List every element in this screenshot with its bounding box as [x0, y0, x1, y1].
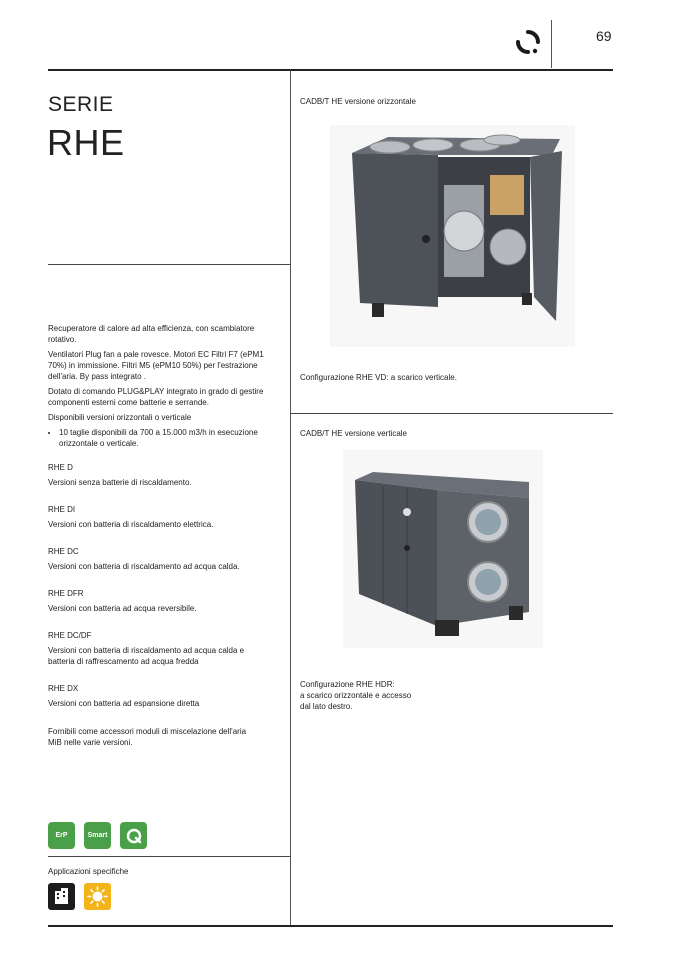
intro-text [48, 323, 266, 449]
header-divider [551, 20, 552, 68]
intro-paragraph: Dotato di comando PLUG&PLAY integrato in grado di gestire componenti esterni come batterie e serrande. [48, 387, 264, 407]
variant-code: RHE DFR [48, 589, 84, 598]
accessories-text: Fornibili come accessori moduli di miscelazione dell'aria MiB nelle varie versioni. [48, 727, 247, 747]
quality-badge [120, 822, 147, 849]
variant-code: RHE DI [48, 505, 76, 514]
bullet-item: • 10 taglie disponibili da 700 a 15.000 m3/h in esecuzione orizzontale o verticale. [59, 427, 266, 449]
variant-code: RHE DX [48, 684, 79, 693]
erp-badge [48, 822, 75, 849]
variant-code: RHE DC/DF [48, 631, 92, 640]
bottom-caption-line: Configurazione RHE HDR: [300, 680, 395, 689]
sun-icon [84, 883, 111, 910]
bottom-caption-line: dal lato destro. [300, 702, 353, 711]
variant-block [48, 504, 278, 530]
top-caption: Configurazione RHE VD: a scarico verticale. [300, 373, 457, 382]
intro-bullets [48, 427, 266, 449]
variant-desc: Versioni con batteria ad acqua reversibile. [48, 604, 197, 613]
variant-desc: Versioni con batteria ad espansione diretta [48, 699, 200, 708]
quality-q-icon [125, 827, 143, 845]
variant-block [48, 462, 278, 488]
applications-label: Applicazioni specifiche [48, 867, 129, 876]
bottom-section-title: CADB/T HE versione verticale [300, 429, 407, 438]
variant-block [48, 683, 278, 709]
intro-paragraph: Recuperatore di calore ad alta efficienza, con scambiatore rotativo. [48, 324, 255, 344]
serie-label: SERIE [48, 93, 114, 116]
smart-badge [84, 822, 111, 849]
model-title: RHE [47, 122, 125, 163]
top-section-title: CADB/T HE versione orizzontale [300, 97, 416, 106]
brand-swirl-icon [514, 28, 542, 56]
bottom-caption-line: a scarico orizzontale e accesso [300, 691, 412, 700]
column-divider [290, 70, 291, 925]
right-section-rule [290, 413, 613, 414]
variant-desc: Versioni senza batterie di riscaldamento. [48, 478, 192, 487]
title-rule [48, 264, 290, 265]
smart-badge-label: Smart [87, 831, 108, 839]
building-icon [48, 883, 75, 910]
variant-block [48, 546, 278, 572]
variant-block [48, 630, 253, 667]
bottom-caption [300, 679, 411, 712]
vertical-unit-image [343, 450, 543, 648]
variant-desc: Versioni con batteria di riscaldamento ad acqua calda. [48, 562, 240, 571]
page-number: 69 [596, 28, 612, 44]
brand-logo [514, 28, 542, 56]
variant-desc: Versioni con batteria di riscaldamento ad acqua calda e batteria di raffrescamento ad acqua fredda [48, 646, 245, 666]
variant-desc: Versioni con batteria di riscaldamento elettrica. [48, 520, 214, 529]
horizontal-unit-image [330, 125, 575, 347]
variant-block [48, 588, 278, 614]
intro-paragraph: Ventilatori Plug fan a pale rovesce. Motori EC Filtri F7 (ePM1 70%) in immissione. Filtri M5 (ePM10 50%) per l'estrazione dell'aria. By pass integrato . [48, 350, 264, 381]
bottom-rule [48, 925, 613, 927]
erp-badge-label: ErP [55, 831, 68, 839]
variant-code: RHE DC [48, 547, 79, 556]
intro-paragraph: Disponibili versioni orizzontali o verticale [48, 413, 192, 422]
badges-rule [48, 856, 290, 857]
variant-code: RHE D [48, 463, 73, 472]
top-rule [48, 69, 613, 71]
